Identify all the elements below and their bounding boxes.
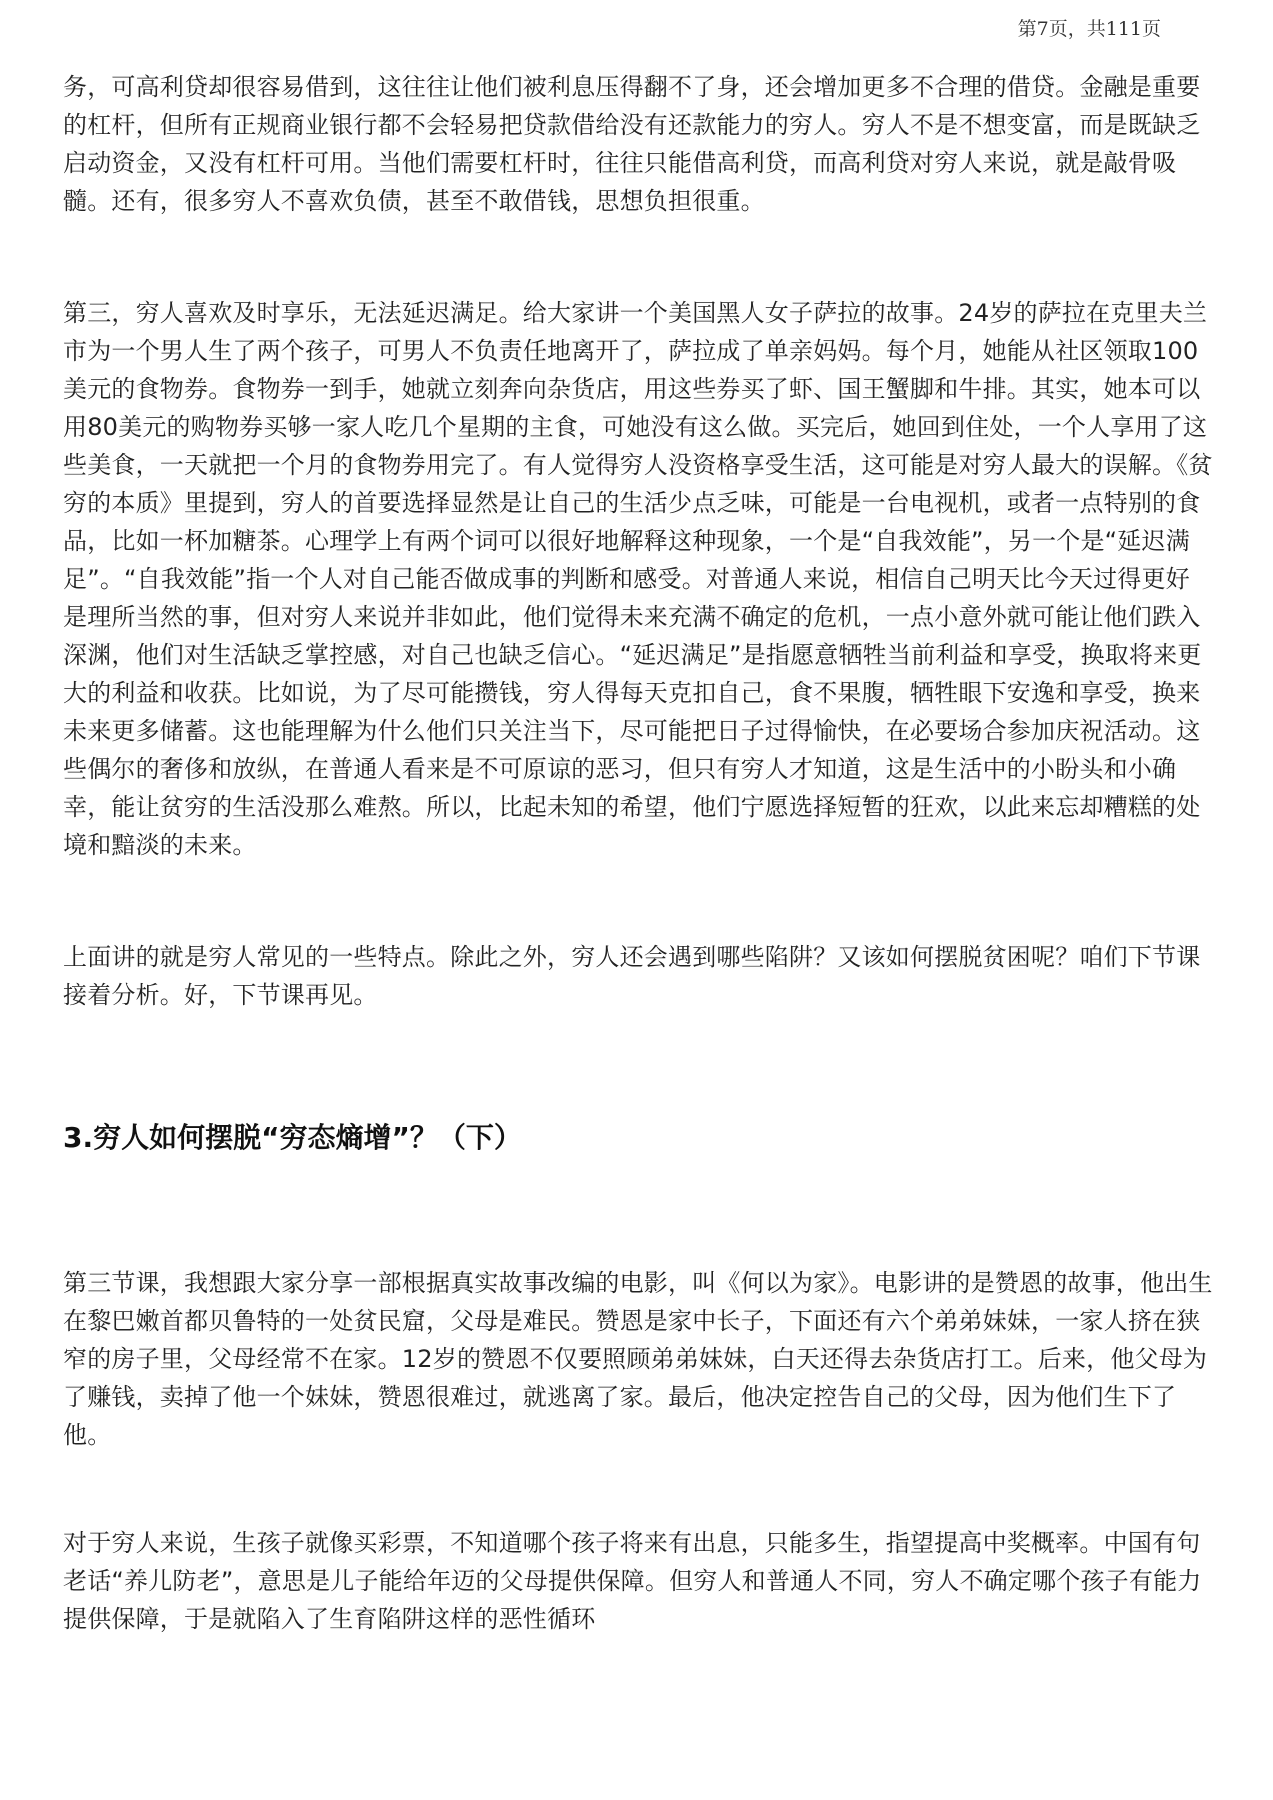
document-body — [63, 68, 1213, 1638]
paragraph: 上面讲的就是穷人常见的一些特点。除此之外，穷人还会遇到哪些陷阱？又该如何摆脱贫困呢？咱们下节课接着分析。好，下节课再见。 — [63, 943, 1201, 1009]
page-number: 第7页，共111页 — [1017, 18, 1161, 40]
paragraph: 务，可高利贷却很容易借到，这往往让他们被利息压得翻不了身，还会增加更多不合理的借贷。金融是重要的杠杆，但所有正规商业银行都不会轻易把贷款借给没有还款能力的穷人。穷人不是不想变富，而是既缺乏启动资金，又没有杠杆可用。当他们需要杠杆时，往往只能借高利贷，而高利贷对穷人来说，就是敲骨吸髓。还有，很多穷人不喜欢负债，甚至不敢借钱，思想负担很重。 — [63, 73, 1201, 215]
paragraph: 第三，穷人喜欢及时享乐，无法延迟满足。给大家讲一个美国黑人女子萨拉的故事。24岁的萨拉在克里夫兰市为一个男人生了两个孩子，可男人不负责任地离开了，萨拉成了单亲妈妈。每个月，她能从社区领取100美元的食物券。食物券一到手，她就立刻奔向杂货店，用这些券买了虾、国王蟹脚和牛排。其实，她本可以用80美元的购物券买够一家人吃几个星期的主食，可她没有这么做。买完后，她回到住处，一个人享用了这些美食，一天就把一个月的食物券用完了。有人觉得穷人没资格享受生活，这可能是对穷人最大的误解。《贫穷的本质》里提到，穷人的首要选择显然是让自己的生活少点乏味，可能是一台电视机，或者一点特别的食品，比如一杯加糖茶。心理学上有两个词可以很好地解释这种现象，一个是“自我效能”，另一个是“延迟满足”。“自我效能”指一个人对自己能否做成事的判断和感受。对普通人来说，相信自己明天比今天过得更好是理所当然的事，但对穷人来说并非如此，他们觉得未来充满不确定的危机，一点小意外就可能让他们跌入深渊，他们对生活缺乏掌控感，对自己也缺乏信心。“延迟满足”是指愿意牺牲当前利益和享受，换取将来更大的利益和收获。比如说，为了尽可能攒钱，穷人得每天克扣自己，食不果腹，牺牲眼下安逸和享受，换来未来更多储蓄。这也能理解为什么他们只关注当下，尽可能把日子过得愉快，在必要场合参加庆祝活动。这些偶尔的奢侈和放纵，在普通人看来是不可原谅的恶习，但只有穷人才知道，这是生活中的小盼头和小确幸，能让贫穷的生活没那么难熬。所以，比起未知的希望，他们宁愿选择短暂的狂欢，以此来忘却糟糕的处境和黯淡的未来。 — [63, 299, 1213, 859]
paragraph: 第三节课，我想跟大家分享一部根据真实故事改编的电影，叫《何以为家》。电影讲的是赞恩的故事，他出生在黎巴嫩首都贝鲁特的一处贫民窟，父母是难民。赞恩是家中长子，下面还有六个弟弟妹妹，一家人挤在狭窄的房子里，父母经常不在家。12岁的赞恩不仅要照顾弟弟妹妹，白天还得去杂货店打工。后来，他父母为了赚钱，卖掉了他一个妹妹，赞恩很难过，就逃离了家。最后，他决定控告自己的父母，因为他们生下了他。 — [63, 1269, 1213, 1449]
section-heading: 3.穷人如何摆脱“穷态熵增”？（下） — [63, 1121, 522, 1154]
paragraph: 对于穷人来说，生孩子就像买彩票，不知道哪个孩子将来有出息，只能多生，指望提高中奖概率。中国有句老话“养儿防老”，意思是儿子能给年迈的父母提供保障。但穷人和普通人不同，穷人不确定哪个孩子有能力提供保障，于是就陷入了生育陷阱这样的恶性循环 — [63, 1529, 1202, 1633]
